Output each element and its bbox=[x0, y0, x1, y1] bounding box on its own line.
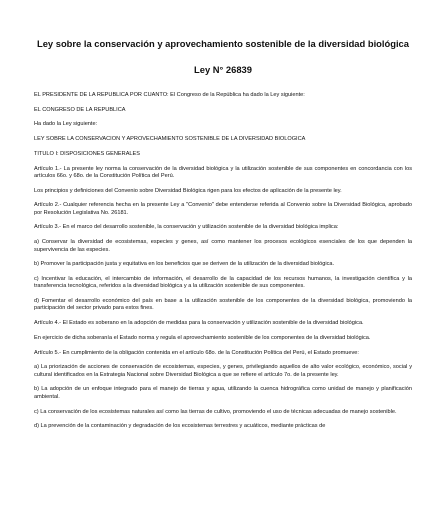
paragraph: d) La prevención de la contaminación y degradación de los ecosistemas terrestres y acuáticos, mediante prácticas de bbox=[34, 423, 326, 430]
document-title: Ley sobre la conservación y aprovechamiento sostenible de la diversidad biológica bbox=[36, 38, 409, 49]
paragraph: TITULO I: DISPOSICIONES GENERALES bbox=[34, 150, 140, 157]
paragraph: Los principios y definiciones del Convenio sobre Diversidad Biológica rigen para los efectos de aplicación de la presente ley. bbox=[34, 187, 342, 194]
paragraph: Artículo 1.- La presente ley norma la conservación de la diversidad biológica y la utilización sostenible de sus componentes en concordancia con los artículos 66o. y 68o. de la Constitución Política del Perú. bbox=[34, 165, 412, 179]
paragraph: Artículo 2.- Cualquier referencia hecha en la presente Ley a "Convenio" debe entenderse referida al Convenio sobre la Diversidad Biológica, aprobado por Resolución Legislativa No. 26181. bbox=[34, 202, 412, 216]
paragraph: Ha dado la Ley siguiente: bbox=[34, 121, 98, 128]
paragraph: EL PRESIDENTE DE LA REPUBLICA POR CUANTO: El Congreso de la República ha dado la Ley siguiente: bbox=[34, 92, 305, 98]
paragraph: LEY SOBRE LA CONSERVACION Y APROVECHAMIENTO SOSTENIBLE DE LA DIVERSIDAD BIOLOGICA bbox=[34, 136, 306, 143]
paragraph: c) Incentivar la educación, el intercambio de información, el desarrollo de la capacidad de los recursos humanos, la investigación científica y la transferencia tecnológica, referidos a la diversidad biológica y a la utilización sostenible de sus componentes. bbox=[34, 275, 412, 290]
law-number: Ley N° 26839 bbox=[194, 64, 252, 75]
paragraph: Artículo 4.- El Estado es soberano en la adopción de medidas para la conservación y utilización sostenible de la diversidad biológica. bbox=[34, 320, 364, 327]
paragraph: a) Conservar la diversidad de ecosistemas, especies y genes, así como mantener los procesos ecológicos esenciales de los que dependen la supervivencia de las especies. bbox=[34, 239, 412, 253]
paragraph: b) Promover la participación justa y equitativa en los beneficios que se deriven de la utilización de la diversidad biológica. bbox=[34, 261, 335, 268]
paragraph: c) La conservación de los ecosistemas naturales así como las tierras de cultivo, promoviendo el uso de técnicas adecuadas de manejo sostenible. bbox=[34, 408, 397, 415]
paragraph: Artículo 3.- En el marco del desarrollo sostenible, la conservación y utilización sostenible de la diversidad biológica implica: bbox=[34, 224, 339, 231]
paragraph: a) La priorización de acciones de conservación de ecosistemas, especies, y genes, privilegiando aquellos de alto valor ecológico, económico, social y cultural identificados en la Estrategia Nacional sobre Diversidad Biológica a que se refiere el artículo 7o. de la presente ley. bbox=[34, 364, 412, 378]
paragraph: EL CONGRESO DE LA REPUBLICA bbox=[34, 106, 126, 113]
paragraph: En ejercicio de dicha soberanía el Estado norma y regula el aprovechamiento sostenible de los componentes de la diversidad biológica. bbox=[34, 334, 371, 341]
paragraph: Artículo 5.- En cumplimiento de la obligación contenida en el artículo 68o. de la Constitución Política del Perú, el Estado promueve: bbox=[34, 349, 359, 356]
paragraph: d) Fomentar el desarrollo económico del país en base a la utilización sostenible de los componentes de la diversidad biológica, promoviendo la participación del sector privado para estos fines. bbox=[34, 298, 412, 312]
paragraph: b) La adopción de un enfoque integrado para el manejo de tierras y agua, utilizando la cuenca hidrográfica como unidad de manejo y planificación ambiental. bbox=[34, 386, 412, 400]
